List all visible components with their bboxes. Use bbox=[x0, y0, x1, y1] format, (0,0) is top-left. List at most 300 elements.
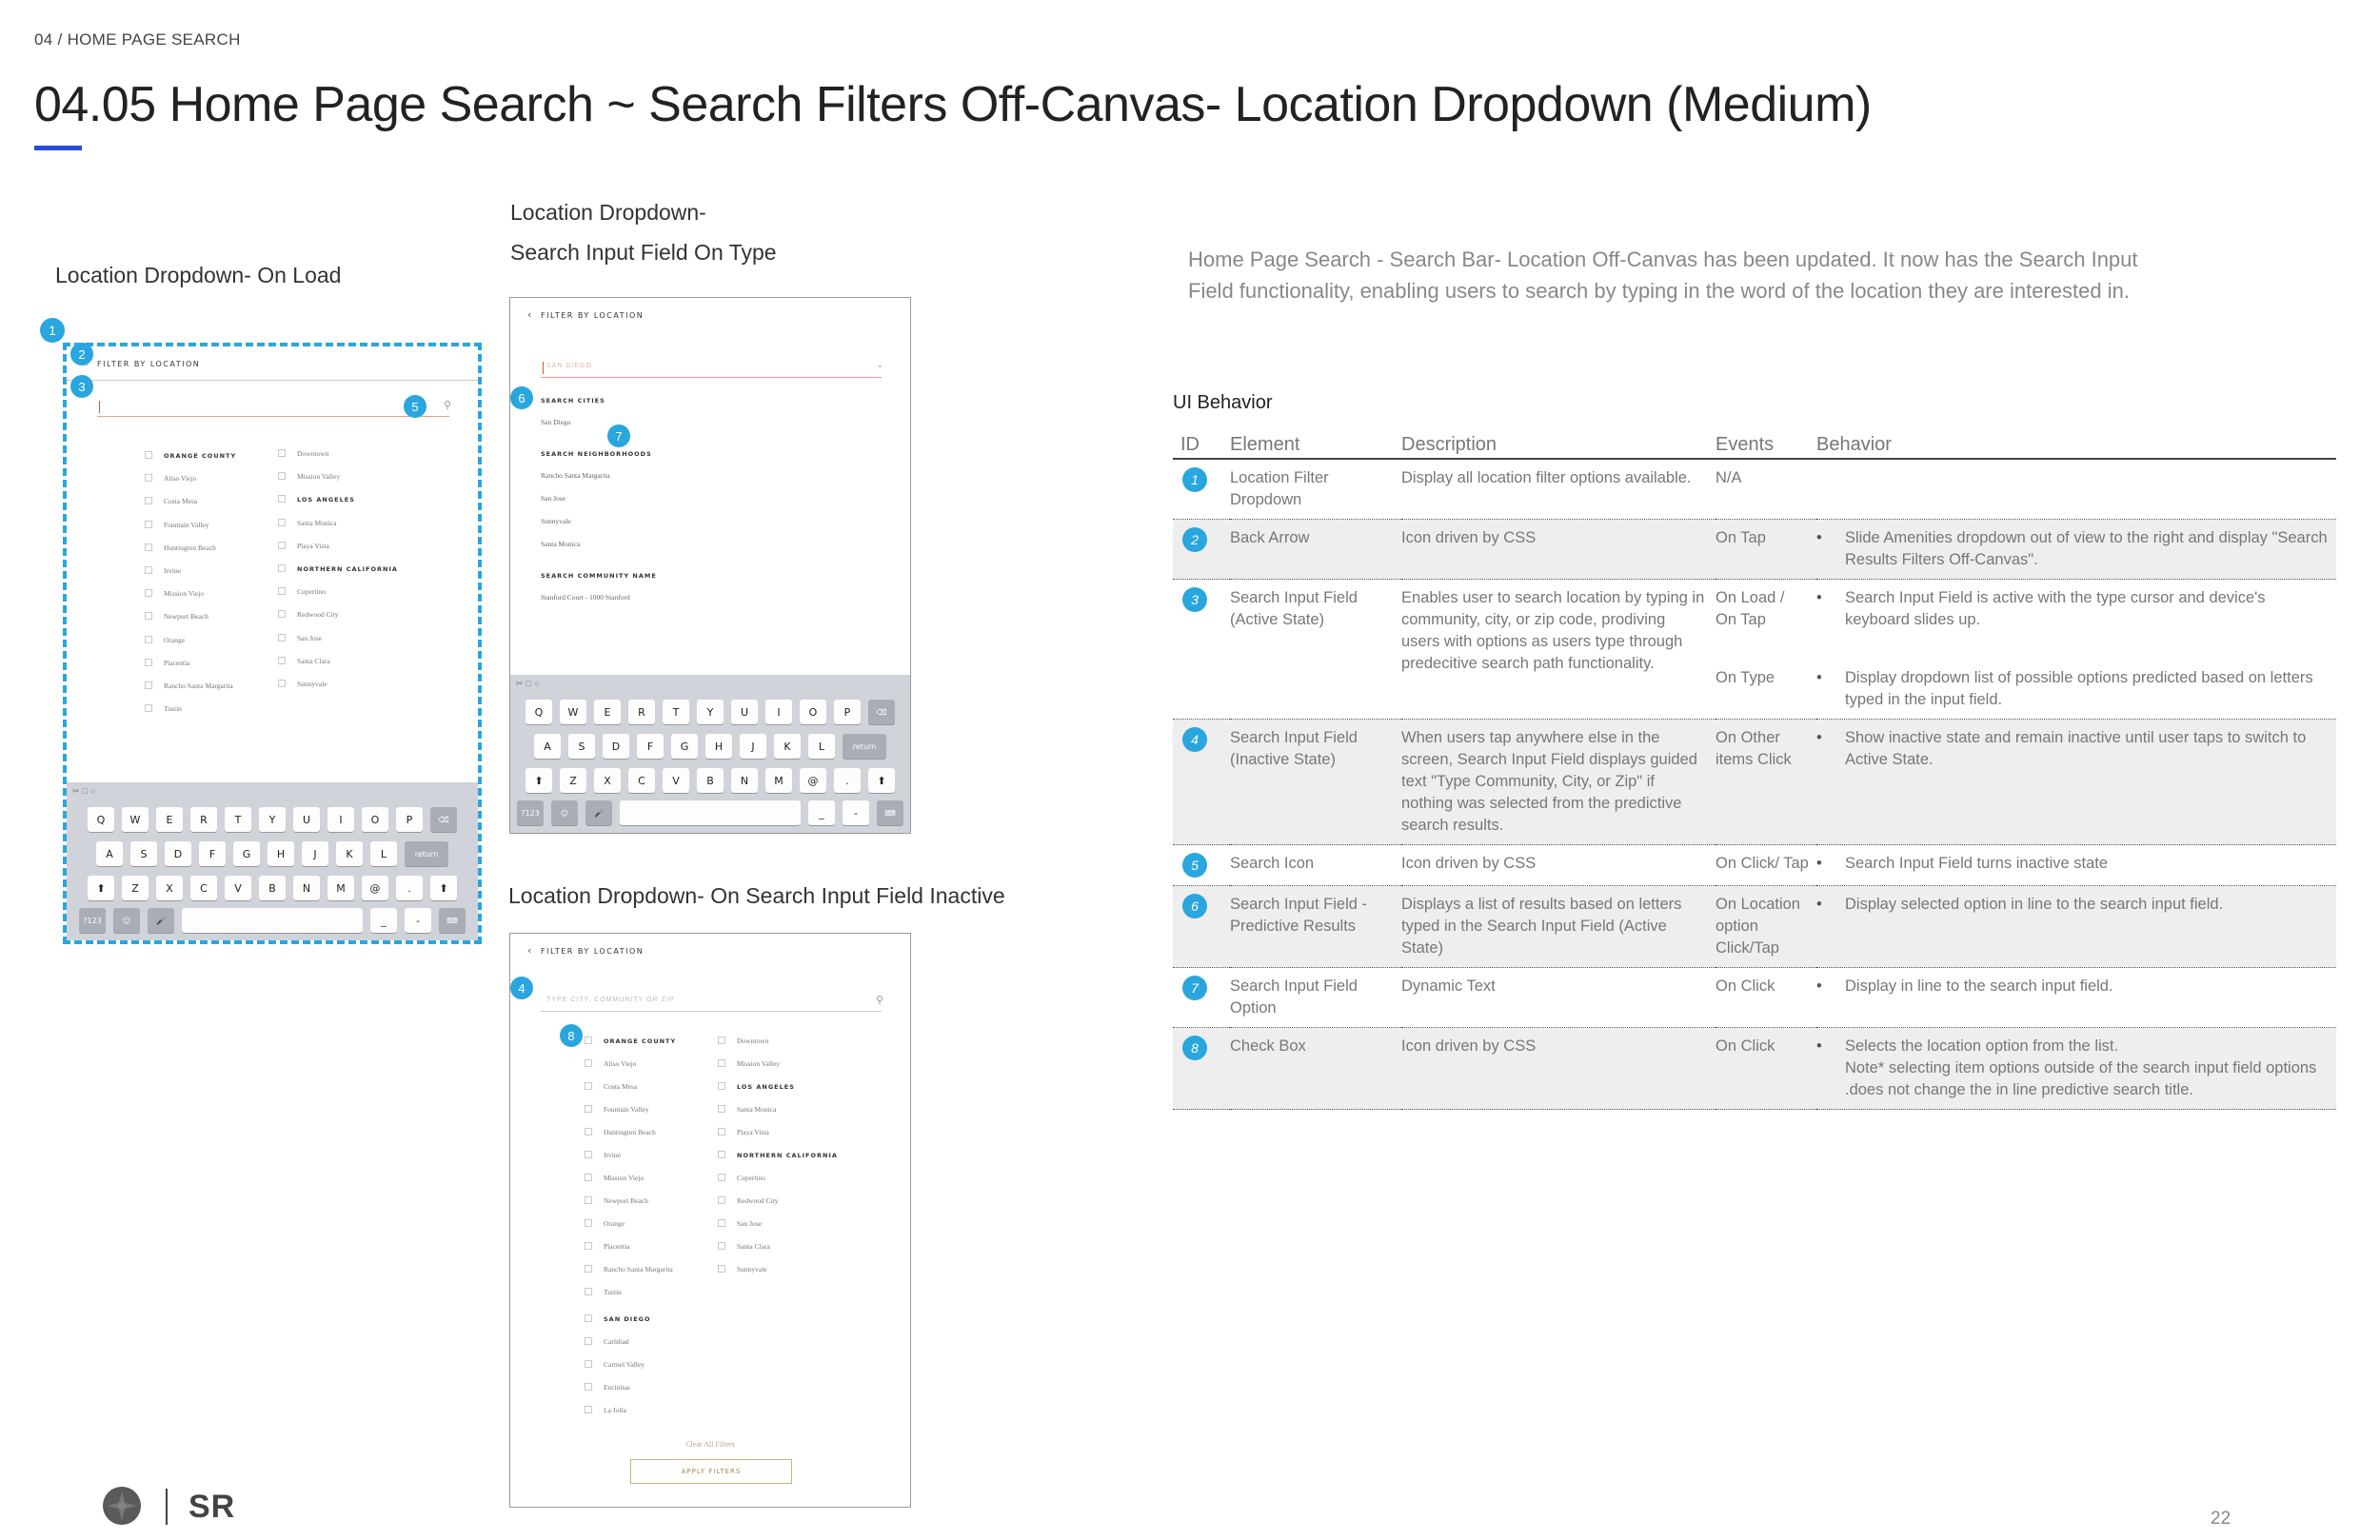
location-option[interactable] bbox=[718, 1242, 770, 1251]
location-option[interactable] bbox=[585, 1082, 637, 1091]
back-arrow-icon[interactable]: ‹ bbox=[527, 944, 533, 957]
option-label: Rancho Santa Margarita bbox=[164, 681, 233, 690]
keyboard-key[interactable]: N bbox=[731, 768, 758, 793]
checkbox-icon[interactable] bbox=[585, 1128, 592, 1135]
option-label: NORTHERN CALIFORNIA bbox=[737, 1152, 838, 1159]
keyboard-key[interactable]: D bbox=[165, 841, 191, 866]
keyboard-key[interactable]: O bbox=[800, 700, 826, 724]
location-option[interactable] bbox=[278, 657, 330, 665]
checkbox-icon[interactable] bbox=[145, 636, 152, 643]
predictive-result-option[interactable]: Santa Monica bbox=[541, 540, 581, 548]
checkbox-icon[interactable] bbox=[585, 1314, 592, 1322]
search-input-inactive[interactable] bbox=[541, 991, 882, 1012]
intro-text: Home Page Search - Search Bar- Location Off-Canvas has been updated. It now has the Search Input Field functionality, enabling users to search by typing in the word of the location they are interested in. bbox=[1188, 247, 2138, 303]
keyboard-key[interactable]: R bbox=[190, 807, 217, 832]
table-header-row bbox=[1173, 430, 2336, 459]
keyboard-toolbar-icons: ✂□○ bbox=[516, 679, 543, 688]
keyboard-key[interactable]: Q bbox=[88, 807, 114, 832]
checkbox-icon[interactable] bbox=[145, 704, 152, 712]
location-option[interactable] bbox=[718, 1265, 767, 1273]
keyboard-key[interactable]: U bbox=[293, 807, 320, 832]
behavior-text: • Display dropdown list of possible options predicted based on letters typed in the input field. bbox=[1816, 667, 2329, 711]
chevron-down-icon[interactable]: ⌄ bbox=[876, 360, 883, 369]
typed-text: SAN DIEGO bbox=[546, 363, 592, 369]
cell-element bbox=[1230, 845, 1401, 886]
keyboard-key[interactable]: E bbox=[156, 807, 183, 832]
keyboard-key[interactable]: V bbox=[663, 768, 689, 793]
option-label: La Jolla bbox=[604, 1406, 626, 1414]
location-option[interactable] bbox=[145, 543, 216, 552]
keyboard-key[interactable]: Z bbox=[122, 876, 149, 900]
checkbox-icon[interactable] bbox=[585, 1105, 592, 1113]
checkbox-icon[interactable] bbox=[585, 1082, 592, 1090]
location-option[interactable] bbox=[718, 1174, 765, 1182]
keyboard-key[interactable]: L bbox=[808, 734, 835, 759]
checkbox-icon[interactable] bbox=[145, 612, 152, 620]
option-label: Huntington Beach bbox=[604, 1128, 656, 1136]
keyboard-key[interactable]: . bbox=[396, 876, 423, 900]
keyboard-key[interactable]: S bbox=[130, 841, 157, 866]
mock-header-label: FILTER BY LOCATION bbox=[541, 311, 645, 320]
dash-key[interactable]: - bbox=[843, 800, 869, 825]
checkbox-icon[interactable] bbox=[718, 1265, 725, 1273]
keyboard-key[interactable]: L bbox=[370, 841, 397, 866]
space-key[interactable] bbox=[620, 800, 801, 825]
checkbox-icon[interactable] bbox=[145, 566, 152, 574]
option-label: Santa Clara bbox=[297, 656, 330, 665]
location-option[interactable] bbox=[145, 589, 204, 598]
space-key[interactable] bbox=[182, 908, 363, 933]
keyboard-key[interactable]: F bbox=[199, 841, 226, 866]
checkbox-icon[interactable] bbox=[145, 474, 152, 482]
cell-behavior bbox=[1816, 968, 2336, 1028]
badge-7: 7 bbox=[607, 424, 630, 447]
keyboard-key[interactable]: E bbox=[594, 700, 621, 724]
option-label: Orange bbox=[604, 1219, 625, 1228]
shift-key[interactable]: ⬆ bbox=[868, 768, 895, 793]
keyboard-key[interactable]: Q bbox=[526, 700, 552, 724]
option-label: NORTHERN CALIFORNIA bbox=[297, 565, 398, 573]
location-option[interactable] bbox=[278, 610, 339, 619]
option-label: Irvine bbox=[604, 1151, 621, 1159]
keyboard-key[interactable]: K bbox=[774, 734, 801, 759]
element-name: Check Box bbox=[1230, 1037, 1306, 1055]
keyboard-key[interactable]: I bbox=[765, 700, 792, 724]
keyboard-key[interactable]: G bbox=[233, 841, 260, 866]
caption-inactive: Location Dropdown- On Search Input Field Inactive bbox=[508, 883, 1005, 908]
keyboard-key[interactable]: Y bbox=[697, 700, 724, 724]
checkbox-icon[interactable] bbox=[585, 1196, 592, 1204]
return-key[interactable]: return bbox=[843, 734, 886, 759]
table-row bbox=[1173, 580, 2336, 720]
number-mode-key[interactable]: ?123 bbox=[79, 908, 106, 933]
keyboard-key[interactable]: C bbox=[628, 768, 655, 793]
keyboard-key[interactable]: D bbox=[603, 734, 629, 759]
number-mode-key[interactable]: ?123 bbox=[517, 800, 544, 825]
table-row bbox=[1173, 845, 2336, 886]
checkbox-icon[interactable] bbox=[718, 1105, 725, 1113]
result-group-header: SEARCH NEIGHBORHOODS bbox=[541, 450, 652, 458]
location-option[interactable] bbox=[718, 1128, 769, 1136]
keyboard-key[interactable]: K bbox=[336, 841, 363, 866]
row-id-badge: 3 bbox=[1182, 587, 1207, 612]
option-label: Santa Clara bbox=[737, 1242, 770, 1251]
back-arrow-icon[interactable]: ‹ bbox=[527, 308, 533, 321]
row-id-badge: 5 bbox=[1182, 853, 1207, 878]
search-input-active[interactable] bbox=[541, 357, 882, 378]
location-option[interactable] bbox=[718, 1196, 779, 1205]
checkbox-icon[interactable] bbox=[585, 1174, 592, 1181]
emoji-key[interactable]: ☺ bbox=[551, 800, 578, 825]
option-label: ORANGE COUNTY bbox=[164, 452, 237, 460]
checkbox-icon[interactable] bbox=[585, 1219, 592, 1227]
description-text: Displays a list of results based on letters typed in the Search Input Field (Active State) bbox=[1401, 896, 1682, 957]
location-option[interactable] bbox=[585, 1242, 630, 1251]
option-label: Redwood City bbox=[297, 610, 339, 620]
type-cursor bbox=[99, 401, 100, 413]
cell-events bbox=[1716, 580, 1816, 720]
keyboard bbox=[67, 782, 478, 940]
caption-on-type-2: Search Input Field On Type bbox=[510, 240, 777, 265]
cell-events bbox=[1716, 886, 1816, 968]
location-option[interactable] bbox=[718, 1037, 768, 1045]
behavior-text: • Search Input Field turns inactive state bbox=[1816, 853, 2329, 875]
mock-on-load bbox=[63, 343, 482, 944]
keyboard-key[interactable]: I bbox=[327, 807, 354, 832]
row-id-badge: 8 bbox=[1182, 1036, 1207, 1060]
cell-element bbox=[1230, 580, 1401, 720]
badge-3: 3 bbox=[70, 375, 93, 398]
mock-header-label: FILTER BY LOCATION bbox=[97, 360, 201, 368]
checkbox-icon[interactable] bbox=[278, 519, 286, 526]
breadcrumb: 04 / HOME PAGE SEARCH bbox=[34, 30, 241, 49]
return-key[interactable]: return bbox=[405, 841, 448, 866]
keyboard-key[interactable]: S bbox=[568, 734, 595, 759]
option-label: Aliso Viejo bbox=[604, 1059, 637, 1068]
predictive-result-option[interactable]: Stanford Court - 1000 Stanford bbox=[541, 593, 630, 602]
col-behavior: Behavior bbox=[1816, 430, 2336, 459]
location-option[interactable] bbox=[278, 587, 326, 596]
keyboard-key[interactable]: W bbox=[122, 807, 149, 832]
checkbox-icon[interactable] bbox=[145, 451, 152, 459]
dash-key[interactable]: - bbox=[405, 908, 431, 933]
event-text: On Other items Click bbox=[1716, 729, 1792, 768]
apply-filters-button[interactable]: APPLY FILTERS bbox=[630, 1459, 792, 1484]
location-option[interactable] bbox=[145, 612, 208, 621]
checkbox-icon[interactable] bbox=[145, 521, 152, 528]
cell-id bbox=[1173, 580, 1230, 720]
predictive-result-option[interactable]: San Jose bbox=[541, 494, 566, 503]
location-option[interactable] bbox=[145, 566, 181, 575]
option-group-header bbox=[585, 1314, 651, 1323]
keyboard-key[interactable]: T bbox=[225, 807, 251, 832]
keyboard-key[interactable]: F bbox=[637, 734, 664, 759]
checkbox-icon[interactable] bbox=[278, 680, 286, 687]
predictive-result-option[interactable]: Sunnyvale bbox=[541, 517, 571, 525]
keyboard-key[interactable]: . bbox=[834, 768, 861, 793]
location-option[interactable] bbox=[145, 497, 197, 505]
location-option[interactable] bbox=[145, 521, 209, 529]
keyboard-key[interactable]: C bbox=[190, 876, 217, 900]
keyboard-key[interactable]: W bbox=[560, 700, 586, 724]
location-option[interactable] bbox=[278, 472, 340, 481]
checkbox-icon[interactable] bbox=[585, 1406, 592, 1413]
option-group-header bbox=[585, 1037, 676, 1045]
checkbox-icon[interactable] bbox=[145, 659, 152, 666]
location-option[interactable] bbox=[278, 519, 336, 527]
page-title: 04.05 Home Page Search ~ Search Filters Off-Canvas- Location Dropdown (Medium) bbox=[34, 77, 1872, 132]
checkbox-icon[interactable] bbox=[145, 497, 152, 504]
cell-id bbox=[1173, 1028, 1230, 1110]
page-number: 22 bbox=[2211, 1509, 2231, 1529]
keyboard-key[interactable]: P bbox=[396, 807, 423, 832]
cell-element bbox=[1230, 968, 1401, 1028]
cell-element bbox=[1230, 520, 1401, 580]
option-label: Newport Beach bbox=[164, 612, 208, 622]
predictive-result-option[interactable]: San Diego bbox=[541, 418, 571, 426]
option-label: Fountain Valley bbox=[164, 520, 209, 529]
location-option[interactable] bbox=[145, 659, 190, 667]
location-option[interactable] bbox=[585, 1105, 649, 1114]
event-text: On Type bbox=[1716, 669, 1775, 686]
checkbox-icon[interactable] bbox=[585, 1059, 592, 1067]
keyboard-key[interactable]: B bbox=[697, 768, 724, 793]
location-option[interactable] bbox=[278, 634, 322, 642]
row-id-badge: 7 bbox=[1182, 976, 1207, 1000]
location-option[interactable] bbox=[278, 680, 327, 688]
element-name: Search Input Field Option bbox=[1230, 977, 1358, 1017]
location-option[interactable] bbox=[585, 1360, 645, 1369]
keyboard-key[interactable]: T bbox=[663, 700, 689, 724]
clear-all-filters-link[interactable]: Clear All Filters bbox=[685, 1440, 735, 1449]
checkbox-icon[interactable] bbox=[585, 1037, 592, 1044]
checkbox-icon[interactable] bbox=[718, 1196, 725, 1204]
hide-keyboard-key[interactable]: ⌨ bbox=[439, 908, 466, 933]
caption-on-load: Location Dropdown- On Load bbox=[55, 263, 342, 287]
keyboard-key[interactable]: Z bbox=[560, 768, 586, 793]
keyboard-key[interactable]: R bbox=[628, 700, 655, 724]
keyboard-toolbar-icons: ✂□○ bbox=[72, 786, 99, 796]
element-name: Location Filter Dropdown bbox=[1230, 469, 1329, 508]
checkbox-icon[interactable] bbox=[718, 1174, 725, 1181]
behavior-text: • Selects the location option from the list. bbox=[1816, 1036, 2329, 1057]
backspace-key[interactable]: ⌫ bbox=[430, 807, 457, 832]
checkbox-icon[interactable] bbox=[278, 610, 286, 618]
badge-2: 2 bbox=[70, 343, 93, 365]
checkbox-icon[interactable] bbox=[278, 542, 286, 549]
shift-key[interactable]: ⬆ bbox=[526, 768, 552, 793]
col-element: Element bbox=[1230, 430, 1401, 459]
keyboard-key[interactable]: N bbox=[293, 876, 320, 900]
option-label: Playa Vista bbox=[737, 1128, 769, 1136]
cell-description bbox=[1401, 886, 1716, 968]
result-group-header: SEARCH CITIES bbox=[541, 397, 605, 405]
keyboard-key[interactable]: G bbox=[671, 734, 698, 759]
caption-on-type-1: Location Dropdown- bbox=[510, 200, 706, 225]
checkbox-icon[interactable] bbox=[718, 1037, 725, 1044]
keyboard-key[interactable]: X bbox=[594, 768, 621, 793]
cell-description bbox=[1401, 845, 1716, 886]
mock-header bbox=[510, 934, 910, 968]
title-underline bbox=[34, 146, 82, 150]
cell-events bbox=[1716, 845, 1816, 886]
checkbox-icon[interactable] bbox=[585, 1242, 592, 1250]
keyboard-key[interactable]: H bbox=[268, 841, 294, 866]
mock-header bbox=[510, 298, 910, 332]
location-option[interactable] bbox=[718, 1219, 762, 1228]
event-text: On Tap bbox=[1716, 529, 1766, 546]
checkbox-icon[interactable] bbox=[718, 1242, 725, 1250]
location-option[interactable] bbox=[585, 1151, 621, 1159]
keyboard-key[interactable]: X bbox=[156, 876, 183, 900]
keyboard-key[interactable]: P bbox=[834, 700, 861, 724]
element-name: Back Arrow bbox=[1230, 529, 1310, 546]
behavior-text: • Display in line to the search input field. bbox=[1816, 976, 2329, 997]
option-label: Aliso Viejo bbox=[164, 474, 197, 484]
underscore-key[interactable]: _ bbox=[808, 800, 835, 825]
search-icon[interactable]: ⚲ bbox=[443, 400, 451, 411]
mock-header-label: FILTER BY LOCATION bbox=[541, 947, 645, 956]
checkbox-icon[interactable] bbox=[718, 1219, 725, 1227]
checkbox-icon[interactable] bbox=[585, 1288, 592, 1295]
result-group-header: SEARCH COMMUNITY NAME bbox=[541, 572, 657, 580]
location-option[interactable] bbox=[278, 449, 328, 458]
shift-key[interactable]: ⬆ bbox=[88, 876, 114, 900]
keyboard-key[interactable]: @ bbox=[800, 768, 826, 793]
location-option[interactable] bbox=[585, 1265, 673, 1273]
location-option[interactable] bbox=[585, 1128, 656, 1136]
event-text: On Click/ Tap bbox=[1716, 855, 1809, 872]
keyboard-key[interactable]: H bbox=[705, 734, 732, 759]
option-label: Carmel Valley bbox=[604, 1360, 645, 1369]
location-option[interactable] bbox=[145, 704, 182, 713]
keyboard-key[interactable]: A bbox=[534, 734, 561, 759]
checkbox-icon[interactable] bbox=[718, 1151, 725, 1158]
element-name: Search Input Field (Inactive State) bbox=[1230, 729, 1358, 768]
checkbox-icon[interactable] bbox=[278, 587, 286, 595]
checkbox-icon[interactable] bbox=[585, 1151, 592, 1158]
event-text: On Click bbox=[1716, 1037, 1775, 1055]
location-option[interactable] bbox=[718, 1105, 776, 1114]
location-option[interactable] bbox=[585, 1196, 648, 1205]
checkbox-icon[interactable] bbox=[585, 1337, 592, 1345]
cell-id bbox=[1173, 845, 1230, 886]
keyboard-key[interactable]: O bbox=[362, 807, 388, 832]
checkbox-icon[interactable] bbox=[278, 634, 286, 642]
keyboard-key[interactable]: Y bbox=[259, 807, 286, 832]
table-row bbox=[1173, 520, 2336, 580]
keyboard-key[interactable]: V bbox=[225, 876, 251, 900]
keyboard-key[interactable]: B bbox=[259, 876, 286, 900]
microphone-key[interactable]: 🎤 bbox=[585, 800, 612, 825]
search-input[interactable] bbox=[97, 396, 449, 417]
cell-behavior bbox=[1816, 1028, 2336, 1110]
keyboard-key[interactable]: U bbox=[731, 700, 758, 724]
option-label: Sunnyvale bbox=[297, 680, 327, 688]
keyboard-key[interactable]: J bbox=[302, 841, 328, 866]
location-option[interactable] bbox=[145, 681, 233, 690]
search-icon[interactable]: ⚲ bbox=[875, 995, 883, 1006]
row-id-badge: 1 bbox=[1182, 467, 1207, 492]
behavior-text: • Display selected option in line to the search input field. bbox=[1816, 894, 2329, 916]
keyboard bbox=[510, 675, 910, 833]
location-option[interactable] bbox=[585, 1219, 625, 1228]
checkbox-icon[interactable] bbox=[278, 449, 286, 457]
cell-events bbox=[1716, 720, 1816, 845]
location-option[interactable] bbox=[585, 1383, 630, 1392]
location-option[interactable] bbox=[585, 1059, 636, 1068]
checkbox-icon[interactable] bbox=[145, 589, 152, 597]
table-row bbox=[1173, 459, 2336, 520]
location-option[interactable] bbox=[145, 474, 196, 483]
badge-1: 1 bbox=[40, 318, 65, 343]
checkbox-icon[interactable] bbox=[278, 472, 286, 480]
brand-logo-icon bbox=[103, 1487, 141, 1525]
microphone-key[interactable]: 🎤 bbox=[148, 908, 174, 933]
keyboard-key[interactable]: @ bbox=[362, 876, 388, 900]
option-label: Cupertino bbox=[737, 1174, 765, 1182]
keyboard-key[interactable]: J bbox=[740, 734, 766, 759]
predictive-result-option[interactable]: Rancho Santa Margarita bbox=[541, 471, 610, 480]
ui-behavior-table bbox=[1173, 430, 2336, 1110]
description-text: Icon driven by CSS bbox=[1401, 1037, 1537, 1055]
checkbox-icon[interactable] bbox=[718, 1128, 725, 1135]
location-option[interactable] bbox=[145, 636, 185, 644]
checkbox-icon[interactable] bbox=[278, 657, 286, 664]
row-id-badge: 4 bbox=[1182, 727, 1207, 752]
shift-key[interactable]: ⬆ bbox=[430, 876, 457, 900]
underscore-key[interactable]: _ bbox=[370, 908, 397, 933]
mock-header bbox=[67, 346, 478, 381]
cell-id bbox=[1173, 720, 1230, 845]
option-label: Santa Monica bbox=[737, 1105, 777, 1114]
checkbox-icon[interactable] bbox=[585, 1265, 592, 1273]
keyboard-key[interactable]: M bbox=[327, 876, 354, 900]
location-option[interactable] bbox=[718, 1059, 780, 1068]
location-option[interactable] bbox=[585, 1406, 626, 1414]
keyboard-key[interactable]: M bbox=[765, 768, 792, 793]
location-option[interactable] bbox=[585, 1337, 629, 1346]
checkbox-icon[interactable] bbox=[585, 1383, 592, 1391]
option-label: Tustin bbox=[604, 1288, 622, 1296]
option-label: San Jose bbox=[737, 1219, 763, 1228]
location-option[interactable] bbox=[585, 1174, 644, 1182]
cell-element bbox=[1230, 1028, 1401, 1110]
cell-behavior bbox=[1816, 520, 2336, 580]
behavior-text: • Show inactive state and remain inactive until user taps to switch to Active State. bbox=[1816, 727, 2329, 771]
checkbox-icon[interactable] bbox=[278, 564, 286, 572]
checkbox-icon[interactable] bbox=[145, 543, 152, 551]
input-placeholder: TYPE CITY, COMMUNITY OR ZIP bbox=[546, 997, 675, 1003]
location-option[interactable] bbox=[278, 542, 329, 550]
checkbox-icon[interactable] bbox=[718, 1082, 725, 1090]
checkbox-icon[interactable] bbox=[718, 1059, 725, 1067]
cell-id bbox=[1173, 520, 1230, 580]
hide-keyboard-key[interactable]: ⌨ bbox=[877, 800, 903, 825]
option-label: San Jose bbox=[297, 633, 323, 642]
option-label: ORANGE COUNTY bbox=[604, 1037, 677, 1045]
keyboard-key[interactable]: A bbox=[96, 841, 123, 866]
checkbox-icon[interactable] bbox=[278, 495, 286, 503]
checkbox-icon[interactable] bbox=[585, 1360, 592, 1368]
emoji-key[interactable]: ☺ bbox=[113, 908, 140, 933]
type-cursor bbox=[543, 362, 544, 374]
checkbox-icon[interactable] bbox=[145, 681, 152, 689]
cell-element bbox=[1230, 720, 1401, 845]
backspace-key[interactable]: ⌫ bbox=[868, 700, 895, 724]
location-option[interactable] bbox=[585, 1288, 622, 1296]
behavior-text: • Search Input Field is active with the type cursor and device's keyboard slides up. bbox=[1816, 587, 2329, 631]
